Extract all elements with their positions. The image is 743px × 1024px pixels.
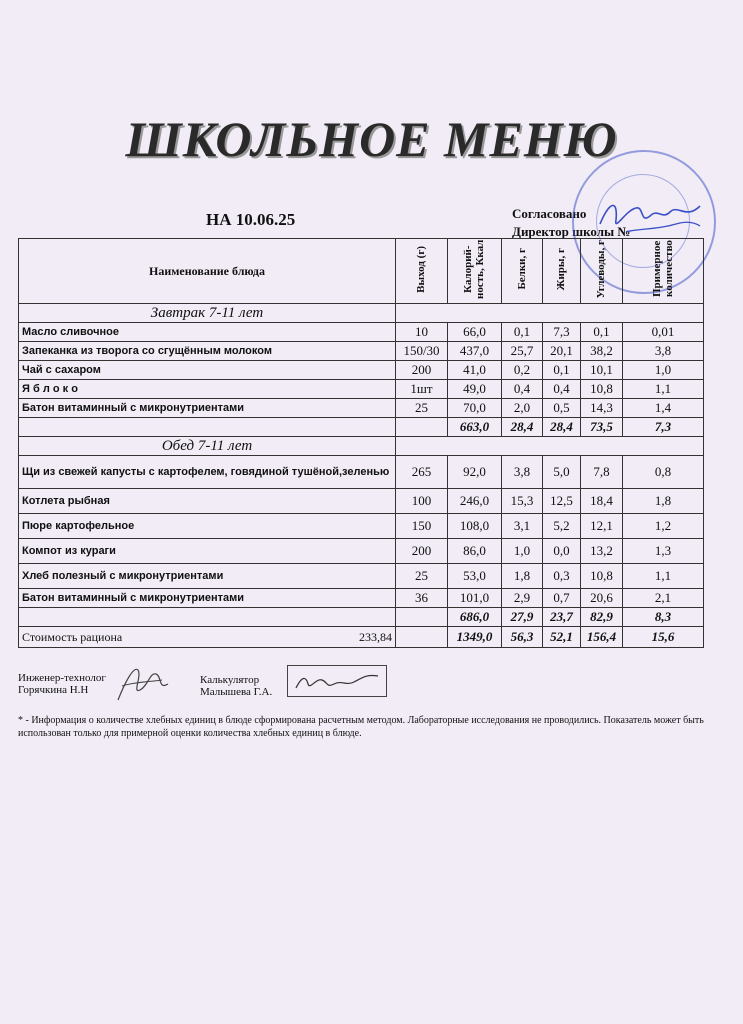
value-cell: 101,0: [448, 589, 502, 608]
value-cell: 0,4: [543, 380, 581, 399]
total-cell: 28,4: [543, 418, 581, 437]
cost-label: Стоимость рациона: [22, 629, 123, 644]
table-row: [19, 342, 704, 361]
value-cell: 49,0: [448, 380, 502, 399]
dish-name-cell: Запеканка из творога со сгущённым молоком: [19, 342, 396, 361]
value-cell: 1,0: [623, 361, 704, 380]
value-cell: 0,1: [581, 323, 623, 342]
value-cell: 1,1: [623, 380, 704, 399]
total-cell: 663,0: [448, 418, 502, 437]
value-cell: 1,0: [502, 539, 543, 564]
value-cell: 2,9: [502, 589, 543, 608]
table-row: [19, 380, 704, 399]
value-cell: 38,2: [581, 342, 623, 361]
cost-row: [19, 627, 704, 648]
calculator-signature-icon: [292, 668, 382, 694]
col-carbs-header: Углеводы, г: [581, 239, 623, 304]
agreed-label: Согласовано: [512, 206, 587, 221]
value-cell: 14,3: [581, 399, 623, 418]
value-cell: 12,5: [543, 489, 581, 514]
value-cell: 2,0: [502, 399, 543, 418]
breakfast-section-title: Завтрак 7-11 лет: [19, 304, 396, 323]
value-cell: 246,0: [448, 489, 502, 514]
footnote: * - Информация о количестве хлебных единиц в блюде сформирована расчетным методом. Лабораторные исследования не проводились. Показатель может быть использован только для примерной оценки количества хлебных единиц в блюде.: [18, 715, 704, 739]
dish-name-cell: Хлеб полезный с микронутриентами: [19, 564, 396, 589]
value-cell: 13,2: [581, 539, 623, 564]
director-label: Директор школы №: [512, 224, 631, 239]
calculator-name: Малышева Г.А.: [200, 686, 273, 698]
value-cell: 18,4: [581, 489, 623, 514]
engineer-title: Инженер-технолог: [18, 672, 106, 684]
calculator-signature-box: [287, 665, 387, 697]
value-cell: 12,1: [581, 514, 623, 539]
value-cell: 15,3: [502, 489, 543, 514]
value-cell: 10,8: [581, 380, 623, 399]
value-cell: 108,0: [448, 514, 502, 539]
value-cell: 0,1: [543, 361, 581, 380]
dish-name-cell: Батон витаминный с микронутриентами: [19, 399, 396, 418]
menu-table: [18, 238, 704, 648]
value-cell: 150: [396, 514, 448, 539]
value-cell: 1,8: [623, 489, 704, 514]
dish-name-cell: Компот из кураги: [19, 539, 396, 564]
calculator-title: Калькулятор: [200, 674, 260, 686]
cost-total-cell: 15,6: [623, 627, 704, 648]
value-cell: 265: [396, 456, 448, 489]
dish-name-cell: Чай с сахаром: [19, 361, 396, 380]
value-cell: 10,1: [581, 361, 623, 380]
value-cell: 0,8: [623, 456, 704, 489]
value-cell: 86,0: [448, 539, 502, 564]
page-title: ШКОЛЬНОЕ МЕНЮ: [125, 111, 618, 167]
col-output-header: Выход (г): [396, 239, 448, 304]
table-row: [19, 489, 704, 514]
dish-name-cell: Щи из свежей капусты с картофелем, говядиной тушёной,зеленью: [19, 456, 396, 489]
dish-name-cell: Котлета рыбная: [19, 489, 396, 514]
table-row: [19, 539, 704, 564]
lunch-section-title: Обед 7-11 лет: [19, 437, 396, 456]
value-cell: 10,8: [581, 564, 623, 589]
engineer-signature-block: [18, 672, 106, 696]
value-cell: 0,1: [502, 323, 543, 342]
value-cell: 1,1: [623, 564, 704, 589]
table-row: [19, 514, 704, 539]
table-header-row: [19, 239, 704, 304]
table-row: [19, 361, 704, 380]
table-row: [19, 589, 704, 608]
value-cell: 7,3: [543, 323, 581, 342]
value-cell: 20,6: [581, 589, 623, 608]
value-cell: 5,2: [543, 514, 581, 539]
value-cell: 41,0: [448, 361, 502, 380]
lunch-total-row: [19, 608, 704, 627]
value-cell: 0,01: [623, 323, 704, 342]
value-cell: 53,0: [448, 564, 502, 589]
value-cell: 25: [396, 564, 448, 589]
value-cell: 100: [396, 489, 448, 514]
total-cell: 23,7: [543, 608, 581, 627]
value-cell: 25: [396, 399, 448, 418]
value-cell: 3,1: [502, 514, 543, 539]
table-row: [19, 456, 704, 489]
total-cell: 27,9: [502, 608, 543, 627]
value-cell: 150/30: [396, 342, 448, 361]
value-cell: 200: [396, 361, 448, 380]
value-cell: 1,2: [623, 514, 704, 539]
table-row: [19, 323, 704, 342]
value-cell: 1шт: [396, 380, 448, 399]
value-cell: 3,8: [502, 456, 543, 489]
value-cell: 70,0: [448, 399, 502, 418]
value-cell: 1,3: [623, 539, 704, 564]
value-cell: 437,0: [448, 342, 502, 361]
value-cell: 0,0: [543, 539, 581, 564]
col-calories-header: Калорий-ность, Ккал: [448, 239, 502, 304]
col-proteins-header: Белки, г: [502, 239, 543, 304]
value-cell: 0,3: [543, 564, 581, 589]
value-cell: 1,8: [502, 564, 543, 589]
value-cell: 2,1: [623, 589, 704, 608]
total-cell: 686,0: [448, 608, 502, 627]
total-cell: 82,9: [581, 608, 623, 627]
dish-name-cell: Пюре картофельное: [19, 514, 396, 539]
total-cell: 73,5: [581, 418, 623, 437]
cost-value: 233,84: [359, 629, 392, 644]
lunch-section-row: [19, 437, 704, 456]
value-cell: 25,7: [502, 342, 543, 361]
total-cell: 28,4: [502, 418, 543, 437]
value-cell: 0,5: [543, 399, 581, 418]
value-cell: 5,0: [543, 456, 581, 489]
value-cell: 92,0: [448, 456, 502, 489]
value-cell: 3,8: [623, 342, 704, 361]
calculator-signature-block: [200, 674, 272, 698]
cost-total-cell: 1349,0: [448, 627, 502, 648]
value-cell: 0,2: [502, 361, 543, 380]
dish-name-cell: Масло сливочное: [19, 323, 396, 342]
menu-date: НА 10.06.25: [206, 210, 296, 229]
total-cell: 8,3: [623, 608, 704, 627]
value-cell: 0,4: [502, 380, 543, 399]
table-row: [19, 564, 704, 589]
cost-total-cell: 52,1: [543, 627, 581, 648]
dish-name-cell: Я б л о к о: [19, 380, 396, 399]
col-fats-header: Жиры, г: [543, 239, 581, 304]
engineer-name: Горячкина Н.Н: [18, 684, 89, 696]
value-cell: 200: [396, 539, 448, 564]
col-approx-header: Примерное количество: [623, 239, 704, 304]
engineer-signature-icon: [112, 660, 172, 704]
col-name-header: Наименование блюда: [19, 239, 396, 304]
value-cell: 10: [396, 323, 448, 342]
value-cell: 20,1: [543, 342, 581, 361]
cost-total-cell: 156,4: [581, 627, 623, 648]
director-signature-icon: [596, 190, 706, 240]
value-cell: 66,0: [448, 323, 502, 342]
value-cell: 7,8: [581, 456, 623, 489]
breakfast-section-row: [19, 304, 704, 323]
cost-total-cell: 56,3: [502, 627, 543, 648]
table-row: [19, 399, 704, 418]
total-cell: 7,3: [623, 418, 704, 437]
value-cell: 0,7: [543, 589, 581, 608]
breakfast-total-row: [19, 418, 704, 437]
value-cell: 36: [396, 589, 448, 608]
dish-name-cell: Батон витаминный с микронутриентами: [19, 589, 396, 608]
value-cell: 1,4: [623, 399, 704, 418]
